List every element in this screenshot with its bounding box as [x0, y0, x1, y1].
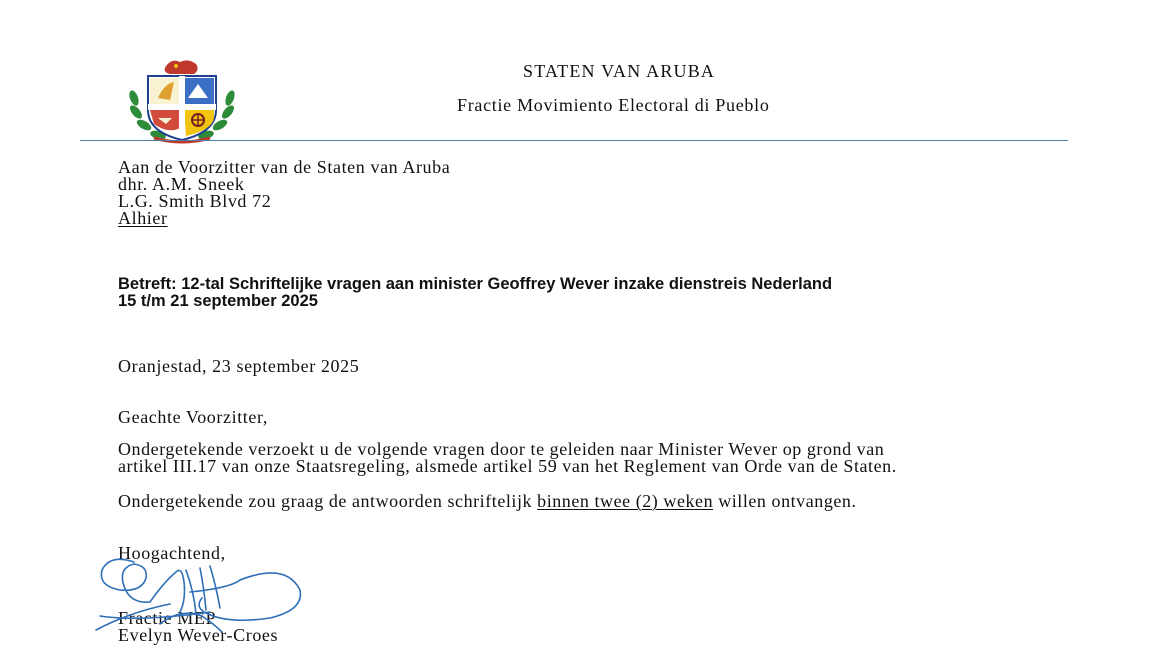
closing-greeting: Hoogachtend, — [118, 543, 226, 563]
address-line-street: L.G. Smith Blvd 72 — [118, 191, 272, 211]
subject-block — [118, 276, 832, 310]
address-block — [118, 159, 450, 227]
address-line-name: dhr. A.M. Sneek — [118, 174, 245, 194]
header-divider — [80, 140, 1068, 141]
body-paragraph-1-line-2: artikel III.17 van onze Staatsregeling, alsmede artikel 59 van het Reglement van Orde van de Staten. — [118, 456, 897, 476]
deadline-phrase: binnen twee (2) weken — [537, 491, 714, 511]
body-paragraph-1-line-1: Ondergetekende verzoekt u de volgende vragen door te geleiden naar Minister Wever op grond van — [118, 439, 885, 459]
handwritten-signature — [90, 552, 310, 638]
address-line-recipient: Aan de Voorzitter van de Staten van Aruba — [118, 157, 451, 177]
body-paragraph-2-after: willen ontvangen. — [718, 491, 857, 511]
body-paragraph-2 — [118, 491, 857, 512]
salutation: Geachte Voorzitter, — [118, 407, 268, 427]
subject-line-2: 15 t/m 21 september 2025 — [118, 292, 318, 310]
signatory-faction: Fractie MEP — [118, 608, 217, 628]
aruba-coat-of-arms-icon — [124, 58, 240, 144]
faction-heading: Fractie Movimiento Electoral di Pueblo — [457, 95, 770, 115]
date-line: Oranjestad, 23 september 2025 — [118, 356, 360, 376]
body-paragraph-2-before: Ondergetekende zou graag de antwoorden schriftelijk — [118, 491, 533, 511]
subject-line-1: Betreft: 12-tal Schriftelijke vragen aan minister Geoffrey Wever inzake dienstreis Nederland — [118, 275, 833, 293]
address-line-alhier: Alhier — [118, 208, 168, 228]
org-heading: STATEN VAN ARUBA — [523, 61, 716, 81]
signatory-name: Evelyn Wever-Croes — [118, 625, 279, 645]
body-paragraph-1 — [118, 441, 897, 475]
